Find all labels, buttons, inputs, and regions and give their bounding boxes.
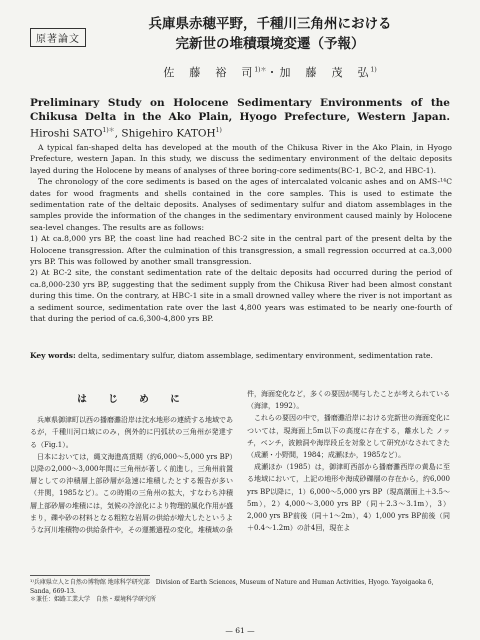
keywords-text: delta, sedimentary sulfur, diatom assemblage, sedimentary environment, sedimentation rate. bbox=[78, 351, 433, 360]
abstract-paragraph: 2) At BC-2 site, the constant sedimentation rate of the deltaic deposits had occurred during the period of ca.8,000-230 yrs BP, suggesting that the sediment supply from the Chikusa River had been almost constant during this time. On the contrary, at HBC-1 site in a small drowned valley where the river is not important as a sediment source, sedimentation rate over the last 4,800 years was estimated to be nearly one-fourth of that during the period of ca.6,300-4,800 yrs BP. bbox=[30, 268, 452, 324]
abstract-paragraph: A typical fan-shaped delta has developed at the mouth of the Chikusa River in the Ako Plain, in Hyogo Prefecture, western Japan. In this study, we discuss the sedimentary environment of the deltaic deposits layed during the Holocene by means of analyses of three boring-core sediments(BC-1, BC-2, and HBC-1). bbox=[30, 143, 452, 175]
body-paragraph: 件，海面変化など，多くの要因が関与したことが考えられている（海津，1992）。 bbox=[247, 390, 450, 411]
body-paragraph: 兵庫県御津町以西の播磨灘沿岸は沈水地形の連続する地域であるが，千種川河口域にのみ，例外的に円弧状の三角州が発達する（Fig.1）。 bbox=[30, 416, 233, 449]
english-title-block: Preliminary Study on Holocene Sedimentary Environments of the Chikusa Delta in the Ako Plain, Hyogo Prefecture, Western Japan. Hiroshi $SATO^{1)*}$, Shigehiro KATOH$^{1)}$ bbox=[30, 97, 450, 140]
footnote-affiliation: ¹⁾兵庫県立人と自然の博物館 地球科学研究部 Division of Earth Sciences, Museum of Nature and Human Activities, Hyogo. Yayoigaoka 6, Sanda, 669-13. bbox=[30, 579, 434, 595]
english-author-2-mark: 1) bbox=[215, 127, 222, 134]
japanese-authors bbox=[120, 64, 420, 80]
section-heading-introduction: は じ め に bbox=[77, 394, 186, 405]
body-column-right bbox=[247, 388, 450, 534]
footnotes bbox=[30, 579, 452, 605]
english-title: Preliminary Study on Holocene Sedimentary Environments of the Chikusa Delta in the Ako Plain, Hyogo Prefecture, Western Japan. bbox=[30, 97, 450, 123]
body-paragraph: 日本においては，縄文海進高頂期（約6,000〜5,000 yrs BP）以降の2,000〜3,000年間に三角州が著しく前進し，三角州前置層としての沖積層上部砂層が急速に堆積したとする報告が多い（井関，1985など）。この時期の三角州の拡大，すなわち沖積層上部砂層の堆積には，気候の冷涼化により物理的風化作用が盛まり，礫や砂の材料となる粗粒な岩屑の供給が増大したというような河川堆積物の供給条件や，その運搬過程の変化，堆積域の条 bbox=[30, 452, 233, 535]
author-separator: ・ bbox=[266, 66, 280, 79]
footnote-divider bbox=[30, 575, 150, 576]
english-author-1-mark: 1)＊ bbox=[102, 127, 115, 134]
keywords bbox=[30, 350, 452, 361]
footnote-concurrent-post: ＊兼任：姫路工業大学 自然・環境科学研究所 bbox=[30, 596, 157, 604]
page-number: — 61 — bbox=[225, 626, 255, 635]
author-1-affiliation-mark: 1)＊ bbox=[254, 66, 267, 74]
abstract bbox=[30, 142, 452, 325]
article-type-badge: 原著論文 bbox=[30, 28, 86, 47]
abstract-paragraph: The chronology of the core sediments is based on the ages of intercalated volcanic ashes and on AMS-¹⁴C dates for wood fragments and shells contained in the core samples. This is used to estimate the sedimentation rate of the deltaic deposits. Analyses of sedimentary sulfur and diatom assemblages in the samples provide the information of the changes in the sedimentary environment caused mainly by Holocene sea-level changes. The results are as follows: bbox=[30, 177, 452, 232]
keywords-label: Key words: bbox=[30, 351, 76, 360]
japanese-title-line-1: 兵庫県赤穂平野，千種川三角州における bbox=[148, 16, 392, 32]
japanese-title-line-2: 完新世の堆積環境変遷（予報） bbox=[175, 36, 365, 52]
body-column-left bbox=[30, 388, 233, 536]
body-paragraph: 成瀬ほか（1985）は，御津町西部から播磨灘西岸の黄島に至る地域において，上記の地形や海成砂礫層の存在から，約6,000 yrs BP以降に，1）6,000〜5,000 yrs BP（現高潮面上＋3.5〜5m），2）4,000〜3,000 yrs BP（同＋2.3〜3.1m），3）2,000 yrs BP前後（同＋1〜2m），4）1,000 yrs BP前後（同＋0.4〜1.2m）の計4回，現在よ bbox=[247, 463, 450, 533]
english-author-2: Shigehiro KATOH bbox=[121, 127, 216, 140]
author-2-affiliation-mark: 1) bbox=[370, 66, 377, 74]
abstract-paragraph: 1) At ca.8,000 yrs BP, the coast line had reached BC-2 site in the central part of the present delta by the Holocene transgression. After the culmination of this transgression, a small regression occurred at ca.3,000 yrs BP. This was followed by another small transgression. bbox=[30, 234, 452, 267]
author-1-name: 佐 藤 裕 司 bbox=[163, 66, 255, 79]
body-paragraph: これらの要因の中で，播磨灘沿岸における完新世の海面変化については，現海面上5m以下の高度に存在する，離水した ノッチ，ベンチ，波蝕洞や海岸段丘を対象として研究がなされてきた（成瀬・小野間，1984；成瀬ほか，1985など）。 bbox=[247, 414, 450, 460]
author-2-name: 加 藤 茂 弘 bbox=[279, 66, 371, 79]
english-author-1: Hiroshi SATO bbox=[30, 127, 103, 140]
